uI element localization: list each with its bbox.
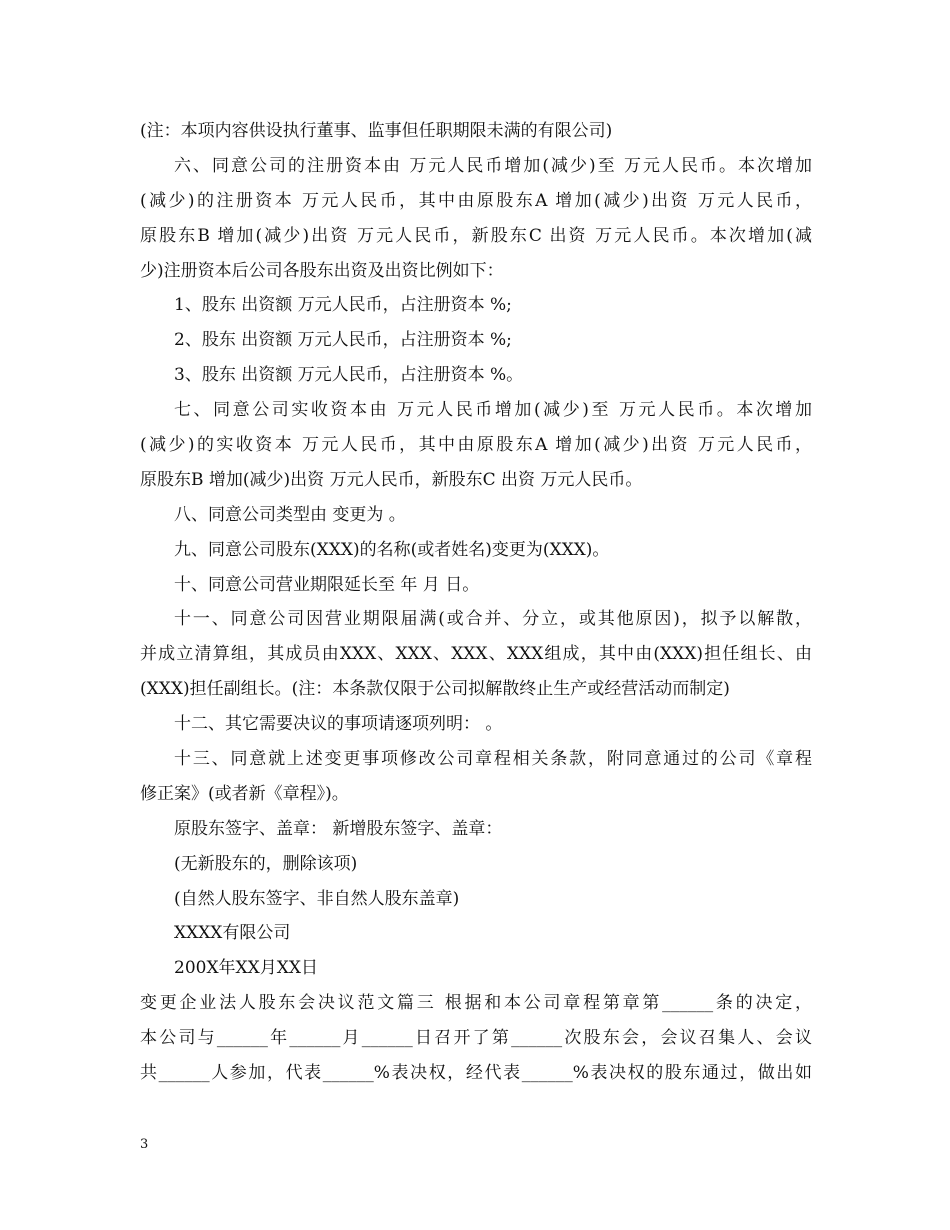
- text-line: 2、股东 出资额 万元人民币，占注册资本 %;: [174, 330, 512, 351]
- text-line: 八、同意公司类型由 变更为 。: [174, 504, 406, 525]
- text-line: (XXX)担任副组长。(注：本条款仅限于公司拟解散终止生产或经营活动而制定): [140, 679, 730, 700]
- text-line: (无新股东的，删除该项): [174, 853, 358, 874]
- page-number: 3: [140, 1137, 149, 1152]
- text-line: 原股东B 增加(减少)出资 万元人民币，新股东C 出资 万元人民币。: [140, 469, 643, 490]
- text-line: 原股东签字、盖章： 新增股东签字、盖章：: [174, 818, 503, 839]
- text-line: 十、同意公司营业期限延长至 年 月 日。: [174, 574, 480, 595]
- text-line: (减少)的注册资本 万元人民币，其中由原股东A 增加(减少)出资 万元人民币，: [140, 190, 812, 211]
- text-line: XXXX有限公司: [174, 923, 291, 944]
- text-line: 十一、同意公司因营业期限届满(或合并、分立，或其他原因)，拟予以解散，: [174, 609, 812, 630]
- text-line: 本公司与______年______月______日召开了第______次股东会，会议召集人、会议: [140, 1028, 812, 1049]
- text-line: 原股东B 增加(减少)出资 万元人民币，新股东C 出资 万元人民币。本次增加(减: [140, 225, 812, 246]
- text-line: 修正案》(或者新《章程》)。: [140, 783, 349, 804]
- text-line: 变更企业法人股东会决议范文篇三 根据和本公司章程第章第______条的决定，: [140, 993, 812, 1014]
- text-line: 九、同意公司股东(XXX)的名称(或者姓名)变更为(XXX)。: [174, 539, 610, 560]
- text-line: 七、同意公司实收资本由 万元人民币增加(减少)至 万元人民币。本次增加: [174, 400, 812, 421]
- text-line: (减少)的实收资本 万元人民币，其中由原股东A 增加(减少)出资 万元人民币，: [140, 435, 812, 456]
- text-line: 并成立清算组，其成员由XXX、XXX、XXX、XXX组成，其中由(XXX)担任组长、由: [140, 644, 812, 665]
- text-line: 共______人参加，代表______%表决权，经代表______%表决权的股东通过，做出如: [140, 1063, 812, 1084]
- text-line: (注：本项内容供设执行董事、监事但任职期限未满的有限公司): [140, 121, 613, 141]
- text-line: 1、股东 出资额 万元人民币，占注册资本 %;: [174, 295, 512, 316]
- text-line: 少)注册资本后公司各股东出资及出资比例如下：: [140, 260, 504, 281]
- text-line: 十二、其它需要决议的事项请逐项列明： 。: [174, 714, 503, 735]
- text-line: 十三、同意就上述变更事项修改公司章程相关条款，附同意通过的公司《章程: [174, 749, 812, 770]
- document-body: [140, 114, 812, 1091]
- text-line: 200X年XX月XX日: [174, 958, 318, 979]
- text-line: 3、股东 出资额 万元人民币，占注册资本 %。: [174, 365, 524, 386]
- text-line: (自然人股东签字、非自然人股东盖章): [174, 888, 460, 909]
- text-line: 六、同意公司的注册资本由 万元人民币增加(减少)至 万元人民币。本次增加: [174, 155, 812, 176]
